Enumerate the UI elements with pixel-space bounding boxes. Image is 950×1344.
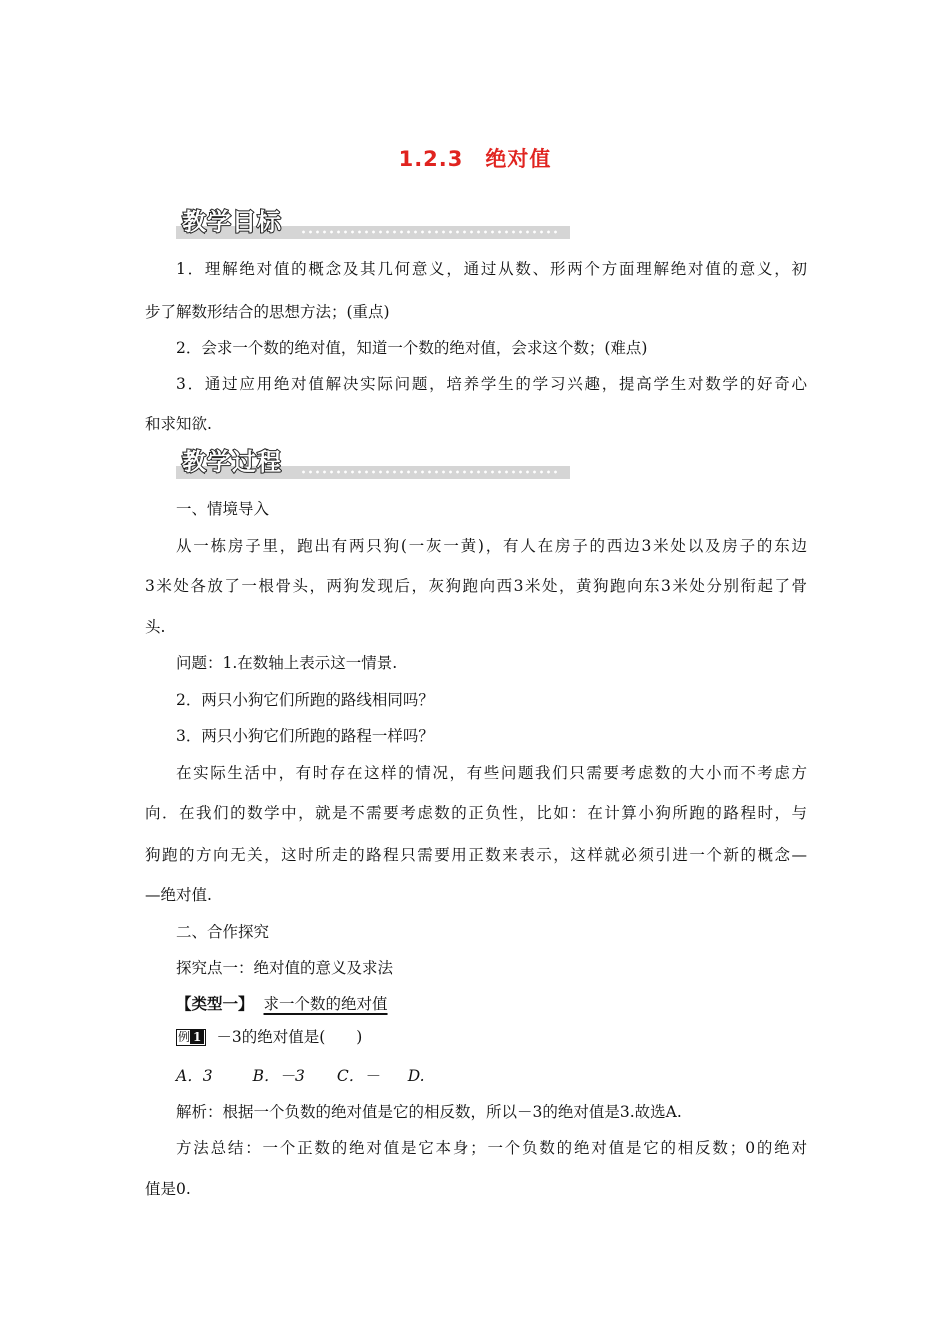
summary-line-1: 方法总结：一个正数的绝对值是它本身；一个负数的绝对值是它的相反数；0的绝对 bbox=[176, 1139, 807, 1157]
section-title-process: 教学过程 bbox=[182, 448, 282, 476]
type-1-row bbox=[176, 994, 807, 1014]
summary-line-2: 值是0. bbox=[145, 1180, 191, 1198]
section-header-process bbox=[176, 445, 570, 479]
example-word: 例 bbox=[178, 1030, 191, 1044]
document-title: 1.2.3 绝对值 bbox=[398, 147, 552, 171]
explore-point-1: 探究点一：绝对值的意义及求法 bbox=[176, 959, 394, 977]
example-badge bbox=[176, 1029, 206, 1046]
life-line-4: —绝对值. bbox=[145, 886, 212, 904]
type-tag: 【类型一】 bbox=[176, 994, 254, 1013]
type-title: 求一个数的绝对值 bbox=[263, 995, 388, 1013]
story-line-1: 从一栋房子里，跑出有两只狗(一灰一黄)，有人在房子的西边3米处以及房子的东边 bbox=[176, 537, 807, 555]
question-1: 问题：1.在数轴上表示这一情景. bbox=[176, 654, 398, 672]
example-question: －3的绝对值是( ) bbox=[216, 1028, 363, 1046]
question-3: 3．两只小狗它们所跑的路程一样吗？ bbox=[176, 727, 434, 745]
option-c: C．－ bbox=[336, 1067, 380, 1085]
example-number: 1 bbox=[190, 1030, 204, 1044]
story-line-3: 头. bbox=[145, 618, 166, 636]
goal-1-line-2: 步了解数形结合的思想方法；(重点) bbox=[145, 303, 390, 321]
option-b: B．－3 bbox=[252, 1067, 305, 1085]
goal-2: 2．会求一个数的绝对值，知道一个数的绝对值，会求这个数；(难点) bbox=[176, 339, 648, 357]
option-d: D. bbox=[407, 1067, 425, 1085]
example-1-row bbox=[176, 1027, 807, 1047]
section-header-dots bbox=[300, 228, 560, 236]
option-a: A．3 bbox=[176, 1067, 213, 1085]
goal-1-line-1: 1．理解绝对值的概念及其几何意义，通过从数、形两个方面理解绝对值的意义，初 bbox=[176, 260, 807, 278]
section-header-goals bbox=[176, 205, 570, 239]
goal-3-line-2: 和求知欲. bbox=[145, 415, 212, 433]
life-line-2: 向．在我们的数学中，就是不需要考虑数的正负性，比如：在计算小狗所跑的路程时，与 bbox=[145, 804, 807, 822]
analysis: 解析：根据一个负数的绝对值是它的相反数，所以－3的绝对值是3.故选A. bbox=[176, 1103, 682, 1121]
goal-3-line-1: 3．通过应用绝对值解决实际问题，培养学生的学习兴趣，提高学生对数学的好奇心 bbox=[176, 375, 807, 393]
explore-heading: 二、合作探究 bbox=[176, 923, 270, 941]
question-2: 2．两只小狗它们所跑的路线相同吗？ bbox=[176, 691, 434, 709]
section-title-goals: 教学目标 bbox=[182, 208, 282, 236]
story-line-2: 3米处各放了一根骨头，两狗发现后，灰狗跑向西3米处，黄狗跑向东3米处分别衔起了骨 bbox=[145, 577, 807, 595]
intro-heading: 一、情境导入 bbox=[176, 500, 270, 518]
section-header-dots bbox=[300, 468, 560, 476]
options-row bbox=[176, 1066, 807, 1086]
life-line-3: 狗跑的方向无关，这时所走的路程只需要用正数来表示，这样就必须引进一个新的概念— bbox=[145, 846, 807, 864]
life-line-1: 在实际生活中，有时存在这样的情况，有些问题我们只需要考虑数的大小而不考虑方 bbox=[176, 764, 807, 782]
